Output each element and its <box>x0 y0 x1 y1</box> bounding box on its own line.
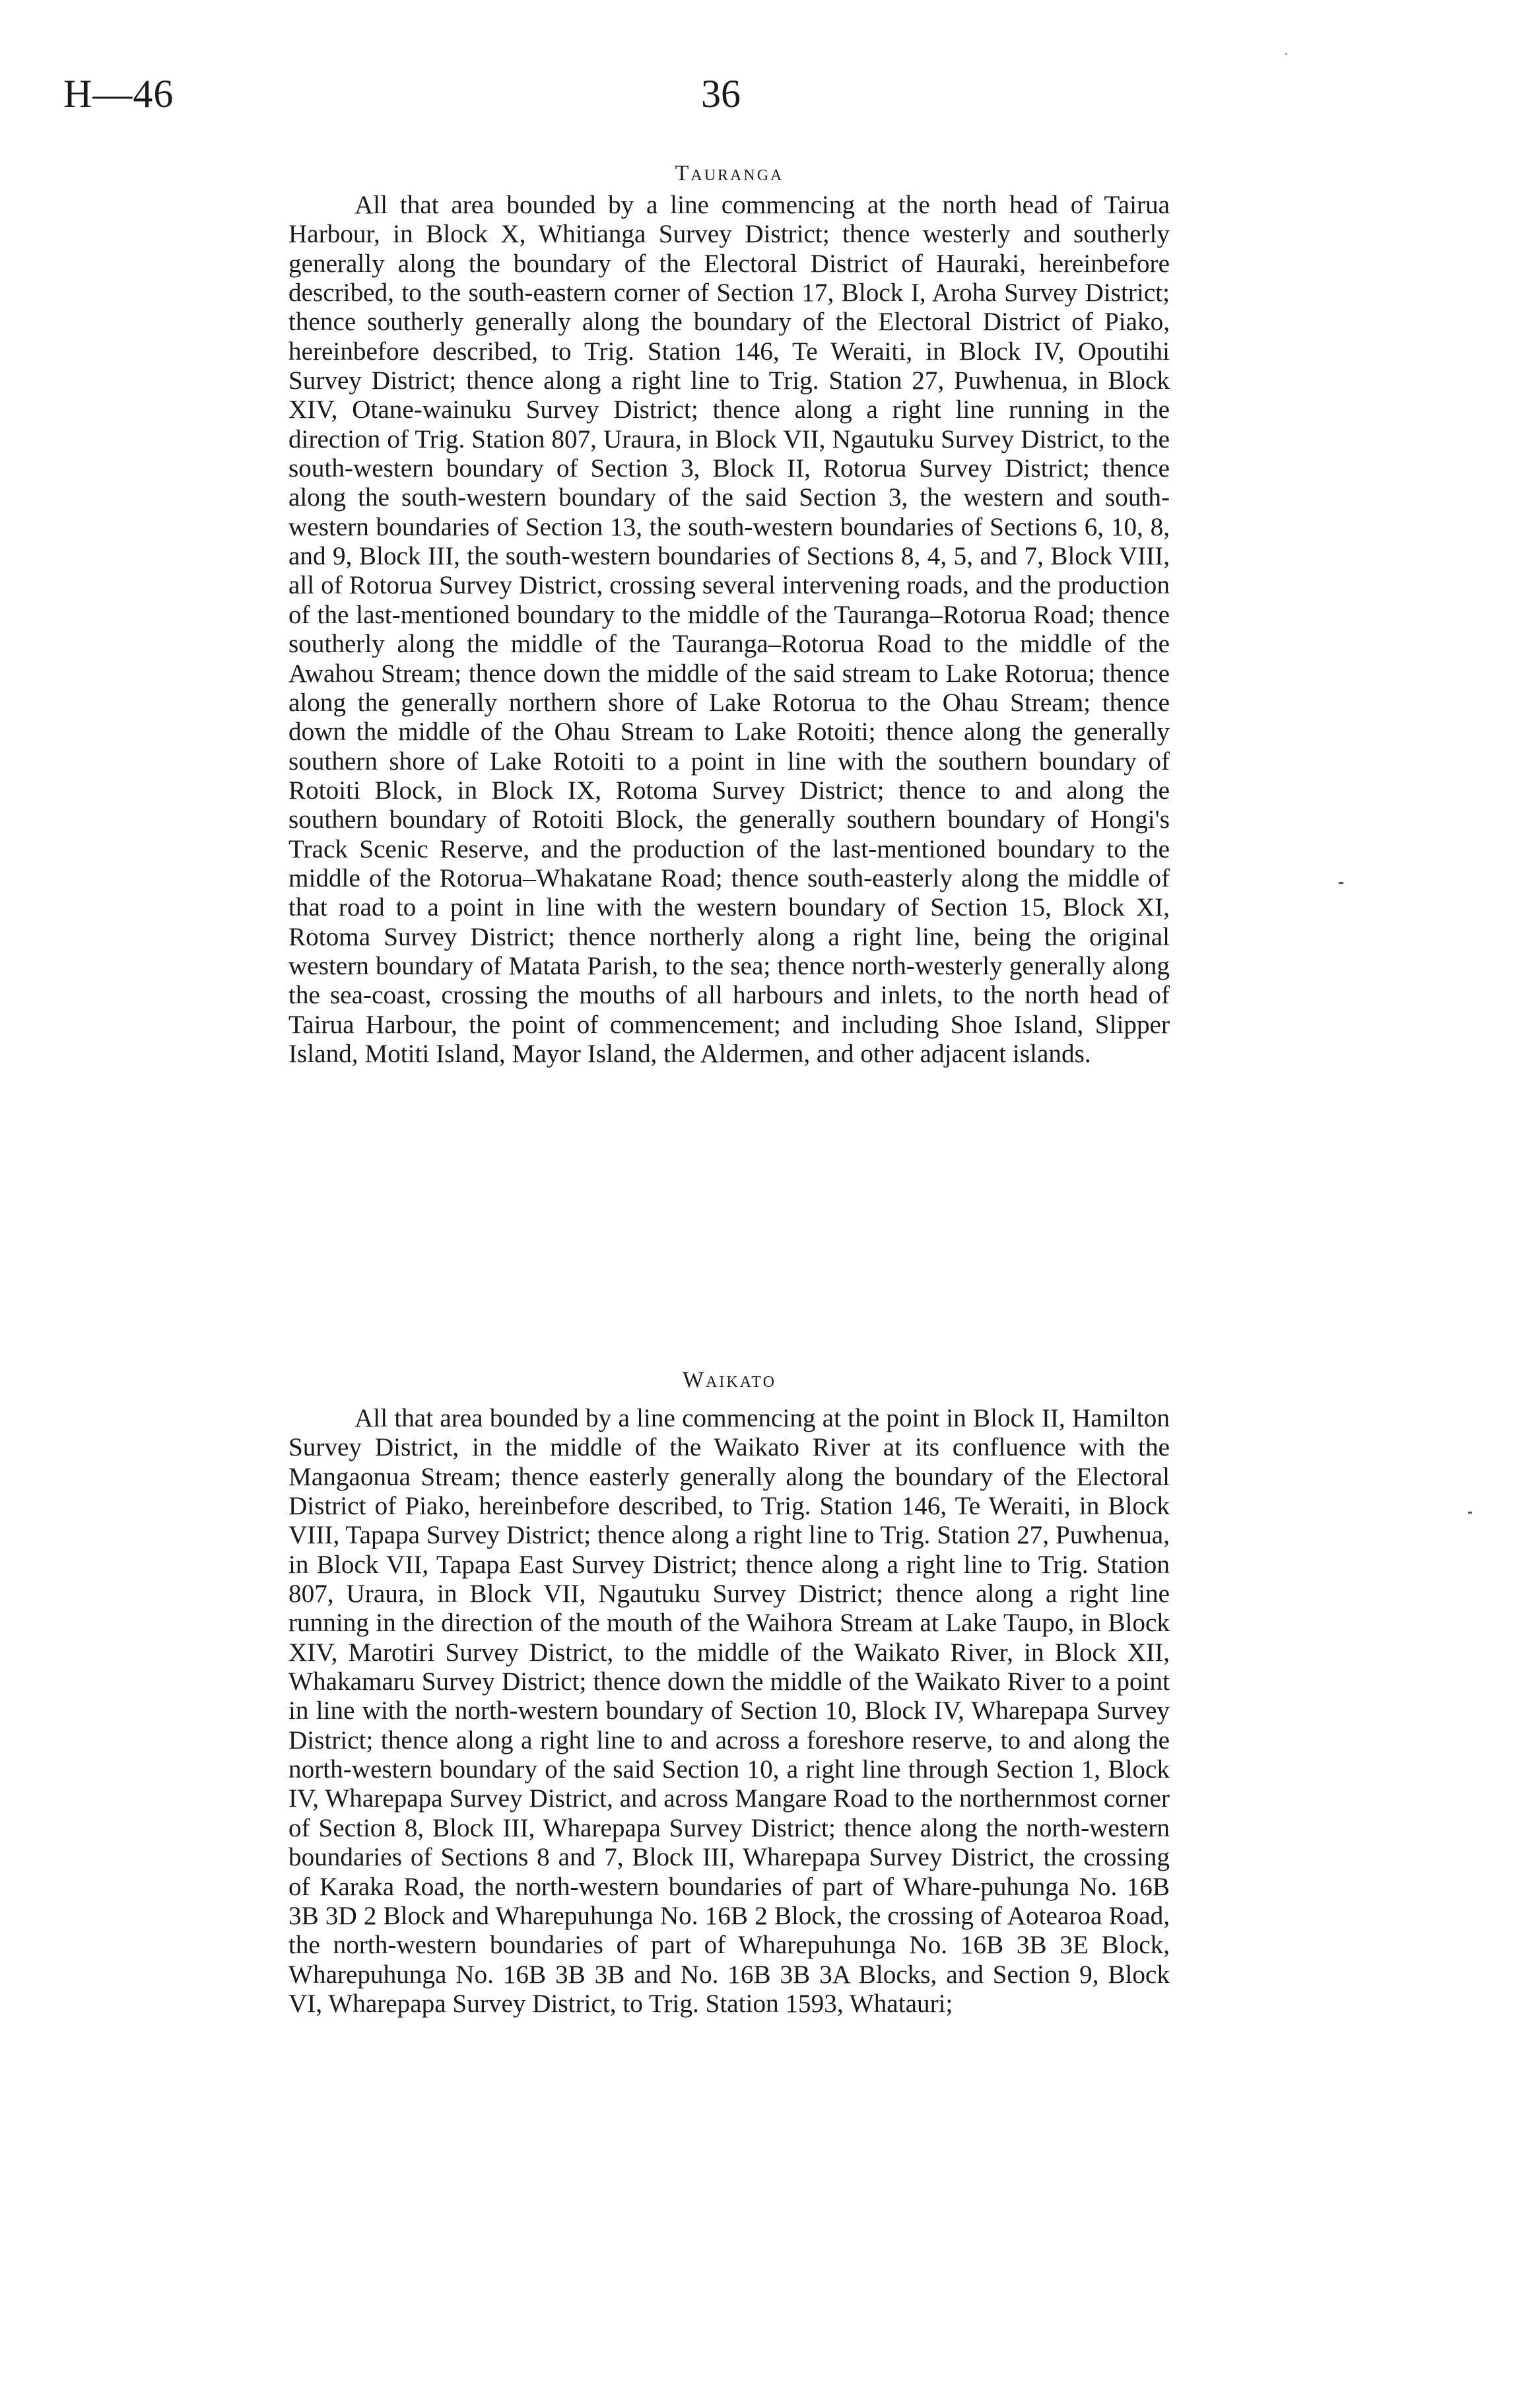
scan-mark <box>1468 1512 1472 1514</box>
section-heading-tauranga: Tauranga <box>675 161 784 185</box>
page-number: 36 <box>701 72 741 116</box>
scan-mark <box>1285 53 1287 55</box>
document-reference: H—46 <box>63 72 174 116</box>
scan-mark <box>1339 882 1343 884</box>
section-body-waikato: All that area bounded by a line commencing at the point in Block II, Hamilton Survey District, in the middle of the Waikato River at its confluence with the Mangaonua Stream; thence easterly generally along the boundary of the Electoral District of Piako, hereinbefore described, to Trig. Station 146, Te Weraiti, in Block VIII, Tapapa Survey District; thence along a right line to Trig. Station 27, Puwhenua, in Block VII, Tapapa East Survey District; thence along a right line to Trig. Station 807, Uraura, in Block VII, Ngautuku Survey District; thence along a right line running in the direction of the mouth of the Waihora Stream at Lake Taupo, in Block XIV, Marotiri Survey District, to the middle of the Waikato River, in Block XII, Whakamaru Survey District; thence down the middle of the Waikato River to a point in line with the north-western boundary of Section 10, Block IV, Wharepapa Survey District; thence along a right line to and across a foreshore reserve, to and along the north-western boundary of the said Section 10, a right line through Section 1, Block IV, Wharepapa Survey District, and across Mangare Road to the northernmost corner of Section 8, Block III, Wharepapa Survey District; thence along the north-western boundaries of Sections 8 and 7, Block III, Wharepapa Survey District, the crossing of Karaka Road, the north-western boundaries of part of Whare-puhunga No. 16B 3B 3D 2 Block and Wharepuhunga No. 16B 2 Block, the crossing of Aotearoa Road, the north-western boundaries of part of Wharepuhunga No. 16B 3B 3E Block, Wharepuhunga No. 16B 3B 3B and No. 16B 3B 3A Blocks, and Section 9, Block VI, Wharepapa Survey District, to Trig. Station 1593, Whatauri; <box>288 1404 1170 2018</box>
section-body-tauranga: All that area bounded by a line commencing at the north head of Tairua Harbour, in Block X, Whitianga Survey District; thence westerly and southerly generally along the boundary of the Electoral District of Hauraki, hereinbefore described, to the south-eastern corner of Section 17, Block I, Aroha Survey District; thence southerly generally along the boundary of the Electoral District of Piako, hereinbefore described, to Trig. Station 146, Te Weraiti, in Block IV, Opoutihi Survey District; thence along a right line to Trig. Station 27, Puwhenua, in Block XIV, Otane-wainuku Survey District; thence along a right line running in the direction of Trig. Station 807, Uraura, in Block VII, Ngautuku Survey District, to the south-western boundary of Section 3, Block II, Rotorua Survey District; thence along the south-western boundary of the said Section 3, the western and south-western boundaries of Section 13, the south-western boundaries of Sections 6, 10, 8, and 9, Block III, the south-western boundaries of Sections 8, 4, 5, and 7, Block VIII, all of Rotorua Survey District, crossing several intervening roads, and the production of the last-mentioned boundary to the middle of the Tauranga–Rotorua Road; thence southerly along the middle of the Tauranga–Rotorua Road to the middle of the Awahou Stream; thence down the middle of the said stream to Lake Rotorua; thence along the generally northern shore of Lake Rotorua to the Ohau Stream; thence down the middle of the Ohau Stream to Lake Rotoiti; thence along the generally southern shore of Lake Rotoiti to a point in line with the southern boundary of Rotoiti Block, in Block IX, Rotoma Survey District; thence to and along the southern boundary of Rotoiti Block, the generally southern boundary of Hongi's Track Scenic Reserve, and the production of the last-mentioned boundary to the middle of the Rotorua–Whakatane Road; thence south-easterly along the middle of that road to a point in line with the western boundary of Section 15, Block XI, Rotoma Survey District; thence northerly along a right line, being the original western boundary of Matata Parish, to the sea; thence north-westerly generally along the sea-coast, crossing the mouths of all harbours and inlets, to the north head of Tairua Harbour, the point of commencement; and including Shoe Island, Slipper Island, Motiti Island, Mayor Island, the Aldermen, and other adjacent islands. <box>288 191 1170 1068</box>
section-heading-waikato: Waikato <box>683 1368 776 1392</box>
